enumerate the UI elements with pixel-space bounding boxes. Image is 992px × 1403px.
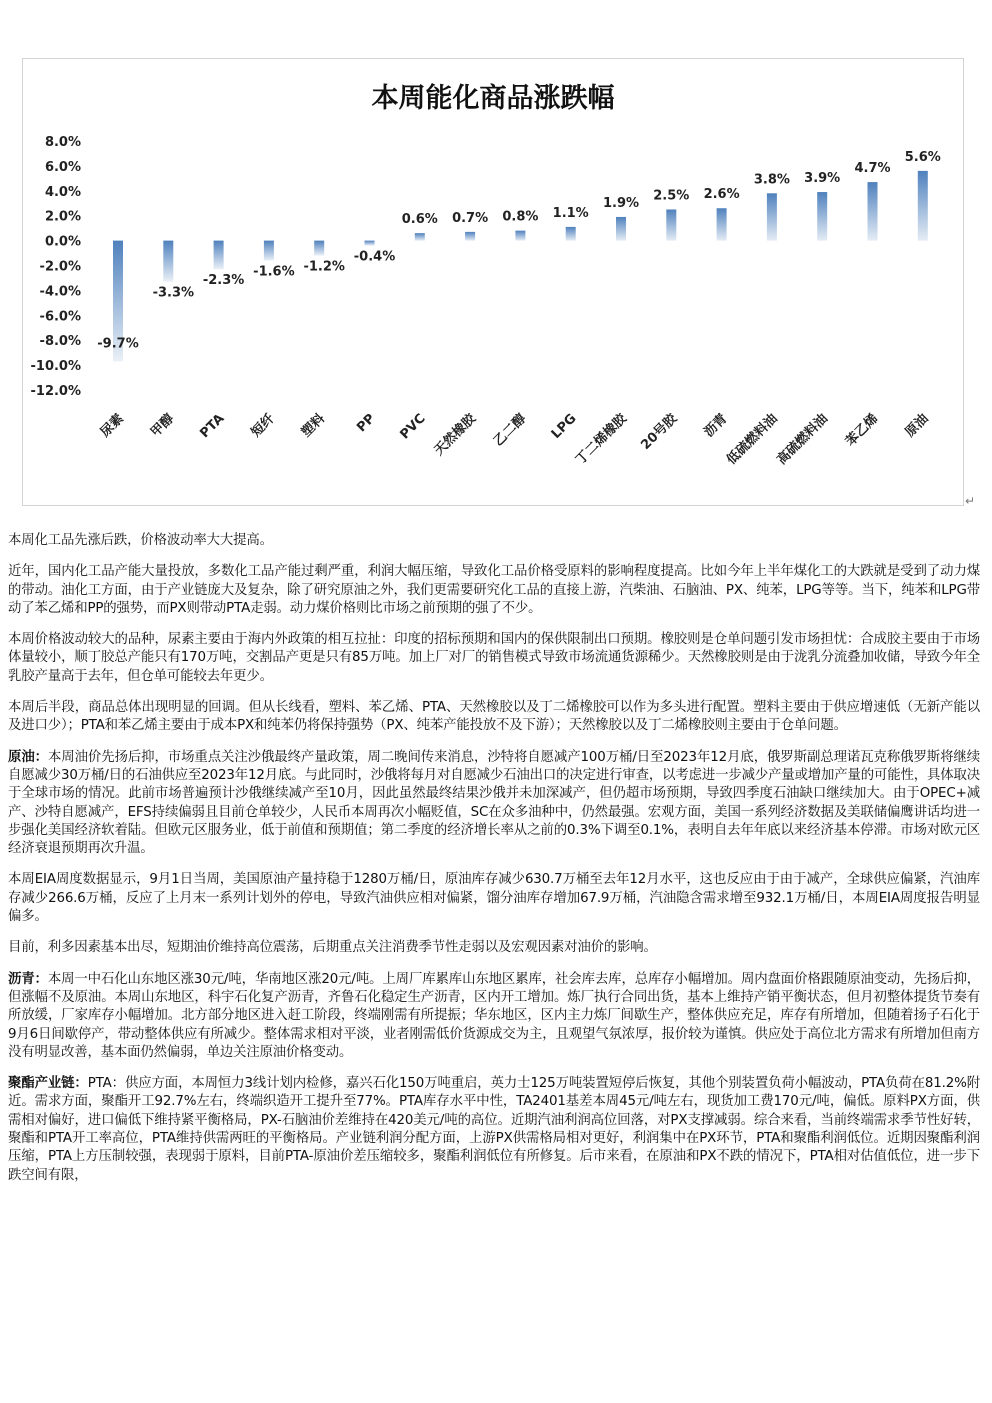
bar <box>163 241 173 282</box>
data-label: 1.9% <box>602 195 640 211</box>
paragraph-label: 沥青： <box>8 971 48 987</box>
category-label: PTA <box>197 411 228 442</box>
y-tick-label: 6.0% <box>44 159 81 175</box>
paragraph-text: 本周价格波动较大的品种，尿素主要由于海内外政策的相互拉扯：印度的招标预期和国内的保供限制出口预期。橡胶则是仓单问题引发市场担忧：合成胶主要由于市场体量较小，顺丁胶总产能只有170万吨，交割品产更是只有85万吨。加上厂对厂的销售模式导致市场流通货源稀少。天然橡胶则是由于泷乳分流叠加收储，导致今年全乳胶产量高于去年，但仓单可能较去年更少。 <box>8 632 980 684</box>
category-label: 高硫燃料油 <box>774 411 832 468</box>
paragraph-crude-oil <box>8 749 980 859</box>
category-label: 原油 <box>902 411 932 441</box>
y-tick-label: -2.0% <box>39 259 81 275</box>
data-label: 5.6% <box>904 149 941 165</box>
bar <box>616 217 626 241</box>
paragraph-text: 本周EIA周度数据显示，9月1日当周，美国原油产量持稳于1280万桶/日，原油库存减少630.7万桶至去年12月水平，这也反应由于由于减产，全球供应偏紧，汽油库存减少266.6万桶，反应了上月末一系列计划外的停电，导致汽油供应相对偏紧，馏分油库存增加67.9万桶，汽油隐含需求增至932.1万桶/日，本周EIA周度报告明显偏多。 <box>8 872 980 925</box>
data-label: 2.6% <box>703 187 740 203</box>
data-label: -1.2% <box>303 259 345 275</box>
bar <box>365 241 375 246</box>
bar <box>214 241 224 270</box>
data-label: -0.4% <box>353 249 396 265</box>
paragraph-polyester-chain <box>8 1075 980 1185</box>
paragraph-text: 近年，国内化工品产能大量投放，多数化工品产能过剩严重，利润大幅压缩，导致化工品价格受原料的影响程度提高。比如今年上半年煤化工的大跌就是受到了动力煤的带动。油化工方面，由于产业链庞大及复杂，除了研究原油之外，我们更需要研究化工品的直接上游，汽柴油、石脑油、PX、纯苯，LPG等等。当下，纯苯和LPG带动了苯乙烯和PP的强势，而PX则带动PTA走弱。动力煤价格则比市场之前预期的强了不少。 <box>8 564 980 616</box>
value-labels-group <box>97 150 941 351</box>
data-label: 0.7% <box>452 210 489 226</box>
paragraph-text: 本周油价先扬后抑，市场重点关注沙俄最终产量政策，周二晚间传来消息，沙特将自愿减产100万桶/日至2023年12月底，俄罗斯副总理诺瓦克称俄罗斯将继续自愿减少30万桶/日的石油供应至2023年12月底。与此同时，沙俄将每月对自愿减少石油出口的决定进行审查，以考虑进一步减少产量或增加产量的可能性，具体取决于全球市场的情况。此前市场普遍预计沙俄继续减产至10月，因此虽然最终结果沙俄并未加深减产，但仍超市场预期，导致四季度石油缺口继续加大。由于OPEC+减产、沙特自愿减产，EFS持续偏弱且目前仓单较少，人民币本周再次小幅贬值，SC在众多油种中，仍然最强。宏观方面，美国一系列经济数据及美联储偏鹰讲话均进一步强化美国经济软着陆。但欧元区服务业，低于前值和预期值；第二季度的经济增长率从之前的0.3%下调至0.1%，表明自去年年底以来经济基本停滞。市场对欧元区经济衰退预期再次升温。 <box>8 749 980 857</box>
category-label: 丁二烯橡胶 <box>573 411 630 468</box>
paragraph <box>8 939 980 957</box>
chart-container <box>22 58 964 506</box>
data-label: -3.3% <box>152 285 195 301</box>
y-tick-label: -4.0% <box>39 284 81 300</box>
paragraph <box>8 871 980 926</box>
bar-chart <box>23 59 963 505</box>
y-tick-label: -12.0% <box>30 384 81 399</box>
data-label: 0.6% <box>401 212 438 228</box>
data-label: 4.7% <box>854 161 891 177</box>
data-label: 3.9% <box>804 171 841 187</box>
paragraph-text: 本周一中石化山东地区涨30元/吨，华南地区涨20元/吨。上周厂库累库山东地区累库，社会库去库，总库存小幅增加。周内盘面价格跟随原油变动，先扬后抑，但涨幅不及原油。本周山东地区，科宇石化复产沥青，齐鲁石化稳定生产沥青，区内开工增加。炼厂执行合同出货，基本上维持产销平衡状态，但月初整体提货节奏有所放缓，厂家库存小幅增加。北方部分地区进入赶工阶段，终端刚需有所提振；华东地区，区内主力炼厂间歇生产，整体供应充足，库存有所增加，但随着扬子石化于9月6日间歇停产，带动整体供应有所减少。整体需求相对平淡，业者刚需低价货源成交为主，且观望气氛浓厚，报价较为谨慎。供应处于高位北方需求有所增加但南方没有明显改善，基本面仍然偏弱，单边关注原油价格变动。 <box>8 971 980 1060</box>
bar <box>817 192 827 241</box>
data-label: -1.6% <box>253 264 295 280</box>
bar <box>666 209 676 240</box>
x-labels-group <box>97 410 932 468</box>
y-axis <box>31 135 82 399</box>
y-tick-label: 0.0% <box>44 234 81 250</box>
data-label: -9.7% <box>97 336 139 352</box>
paragraph-text: PTA：供应方面，本周恒力3线计划内检修，嘉兴石化150万吨重启，英力士125万吨装置短停后恢复，其他个别装置负荷小幅波动，PTA负荷在81.2%附近。需求方面，聚酯开工92.7%左右，终端织造开工提升至77%。PTA库存水平中性，TA2401基差本周45元/吨左右，现货加工费170元/吨，偏低。原料PX方面，供需相对偏好，进口偏低下维持紧平衡格局，PX-石脑油价差维持在420美元/吨的高位。近期汽油利润高位回落，对PX支撑减弱。综合来看，当前终端需求季节性好转，聚酯和PTA开工率高位，PTA维持供需两旺的平衡格局。产业链利润分配方面，上游PX供需格局相对更好，利润集中在PX环节，PTA和聚酯利润低位。近期因聚酯利润压缩，PTA上方压制较强，表现弱于原料，目前PTA-原油价差压缩较多，聚酯利润低位有所修复。后市来看，在原油和PX不跌的情况下，PTA相对估值低位，进一步下跌空间有限， <box>8 1076 981 1183</box>
y-tick-label: 8.0% <box>44 135 81 150</box>
data-label: 3.8% <box>753 172 790 188</box>
data-label: 1.1% <box>552 205 589 221</box>
y-tick-label: -6.0% <box>39 309 81 325</box>
bar <box>868 182 878 241</box>
category-label: 天然橡胶 <box>431 411 479 459</box>
chart-title: 本周能化商品涨跌幅 <box>371 83 615 114</box>
category-label: PVC <box>397 411 429 443</box>
y-tick-label: -10.0% <box>30 359 81 375</box>
bar <box>515 231 525 241</box>
data-label: 0.8% <box>502 209 539 225</box>
category-label: 苯乙烯 <box>843 411 882 450</box>
paragraph <box>8 699 980 736</box>
category-label: 乙二醇 <box>491 411 530 450</box>
paragraph <box>8 631 980 686</box>
category-label: LPG <box>548 411 580 442</box>
paragraph-label: 原油： <box>8 749 48 765</box>
bar <box>314 241 324 256</box>
data-label: -2.3% <box>202 273 245 289</box>
paragraph <box>8 563 980 618</box>
y-tick-label: -8.0% <box>39 334 81 350</box>
bar <box>566 227 576 241</box>
paragraph-return-mark: ↵ <box>965 494 976 508</box>
paragraph-label: 聚酯产业链： <box>8 1076 88 1092</box>
article-body <box>8 532 980 1198</box>
category-label: 沥青 <box>701 411 731 441</box>
y-tick-label: 4.0% <box>44 184 81 200</box>
category-label: PP <box>354 411 379 436</box>
paragraph <box>8 532 980 550</box>
data-label: 2.5% <box>653 188 690 204</box>
bar <box>918 171 928 241</box>
bar <box>767 193 777 240</box>
bar <box>415 233 425 240</box>
bars-group <box>113 171 928 361</box>
category-label: 20号胶 <box>638 411 681 454</box>
paragraph-text: 目前，利多因素基本出尽，短期油价维持高位震荡，后期重点关注消费季节性走弱以及宏观因素对油价的影响。 <box>8 940 657 956</box>
bar <box>717 208 727 240</box>
category-label: 塑料 <box>299 411 329 441</box>
paragraph-text: 本周化工品先涨后跌，价格波动率大大提高。 <box>8 533 273 548</box>
paragraph-text: 本周后半段，商品总体出现明显的回调。但从长线看，塑料、苯乙烯、PTA、天然橡胶以及丁二烯橡胶可以作为多头进行配置。塑料主要由于供应增速低（无新产能以及进口少）；PTA和苯乙烯主要由于成本PX和纯苯仍将保持强势（PX、纯苯产能投放不及下游）；天然橡胶以及丁二烯橡胶则主要由于仓单问题。 <box>8 700 980 734</box>
bar <box>465 232 475 241</box>
category-label: 低硫燃料油 <box>724 411 781 468</box>
bar <box>264 241 274 261</box>
category-label: 尿素 <box>97 411 127 441</box>
category-label: 短纤 <box>248 411 278 441</box>
y-tick-label: 2.0% <box>44 209 81 225</box>
paragraph-asphalt <box>8 971 980 1062</box>
category-label: 甲醇 <box>148 411 178 441</box>
